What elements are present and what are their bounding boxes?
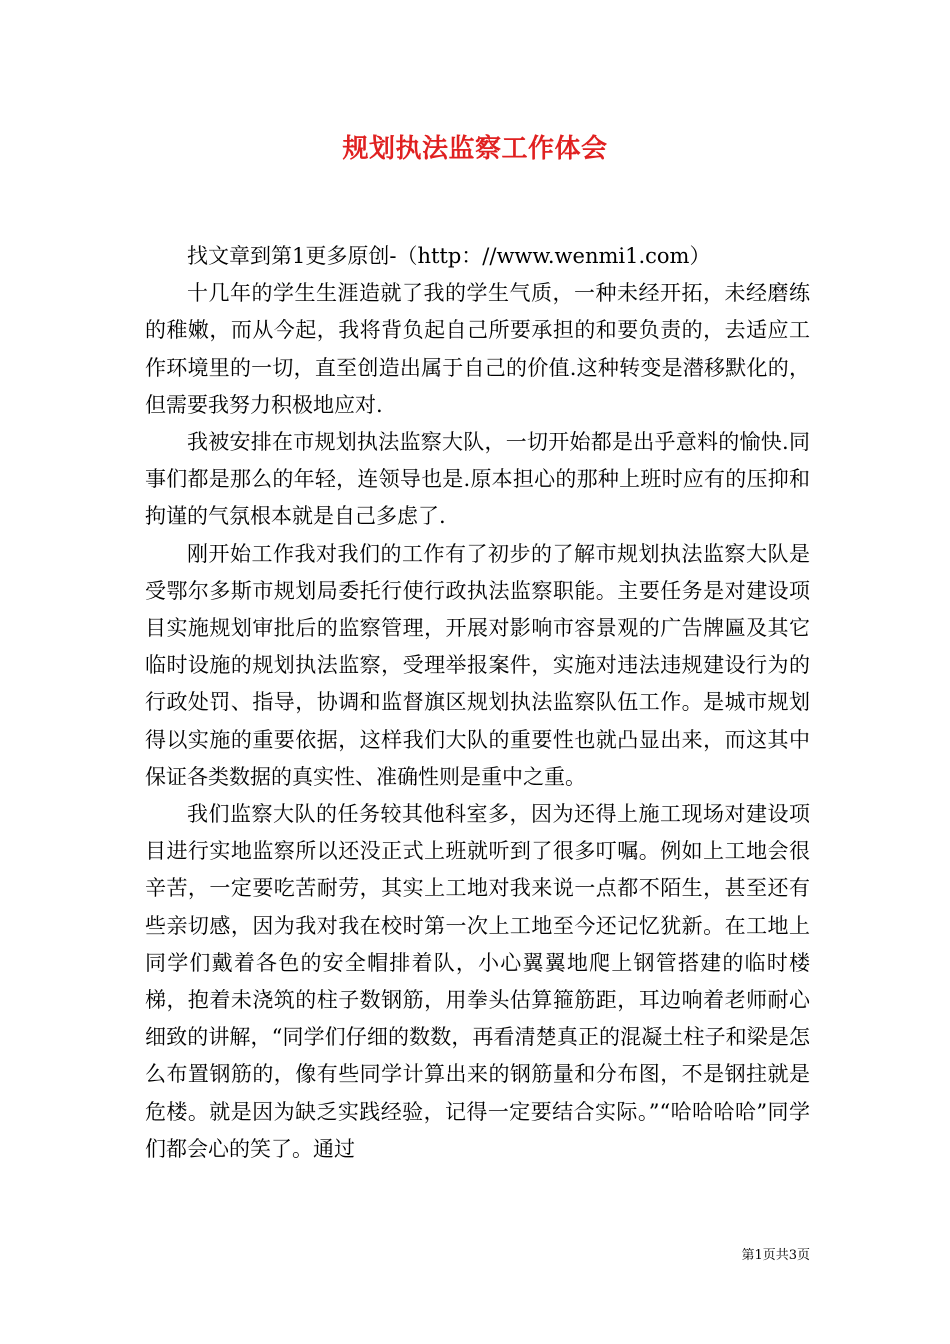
paragraph: 十几年的学生生涯造就了我的学生气质，一种未经开拓，未经磨练的稚嫩，而从今起，我将背负起自己所要承担的和要负责的，去适应工作环境里的一切，直至创造出属于自己的价值.这种转变是潜移默化的，但需要我努力积极地应对. [145,281,810,417]
document-body [145,238,810,1168]
paragraph: 我们监察大队的任务较其他科室多，因为还得上施工现场对建设项目进行实地监察所以还没正式上班就听到了很多叮嘱。例如上工地会很辛苦，一定要吃苦耐劳，其实上工地对我来说一点都不陌生，甚至还有些亲切感，因为我对我在校时第一次上工地至今还记忆犹新。在工地上同学们戴着各色的安全帽排着队，小心翼翼地爬上钢管搭建的临时楼梯，抱着未浇筑的柱子数钢筋，用拳头估算箍筋距，耳边响着老师耐心细致的讲解，“同学们仔细的数数，再看清楚真正的混凝土柱子和梁是怎么布置钢筋的，像有些同学计算出来的钢筋量和分布图，不是钢拄就是危楼。就是因为缺乏实践经验，记得一定要结合实际。”“哈哈哈哈”同学们都会心的笑了。通过 [145,802,810,1161]
paragraph: 刚开始工作我对我们的工作有了初步的了解市规划执法监察大队是受鄂尔多斯市规划局委托行使行政执法监察职能。主要任务是对建设项目实施规划审批后的监察管理，开展对影响市容景观的广告牌匾及其它临时设施的规划执法监察，受理举报案件，实施对违法违规建设行为的行政处罚、指导，协调和监督旗区规划执法监察队伍工作。是城市规划得以实施的重要依据，这样我们大队的重要性也就凸显出来，而这其中保证各类数据的真实性、准确性则是重中之重。 [145,541,810,789]
paragraph-source-note: 找文章到第1更多原创-（http：//www.wenmi1.com） [187,244,711,268]
page-number: 第1页共3页 [741,1248,810,1263]
page-title: 规划执法监察工作体会 [342,134,608,164]
paragraph: 我被安排在市规划执法监察大队，一切开始都是出乎意料的愉快.同事们都是那么的年轻，连领导也是.原本担心的那种上班时应有的压抑和拘谨的气氛根本就是自己多虑了. [145,430,810,529]
